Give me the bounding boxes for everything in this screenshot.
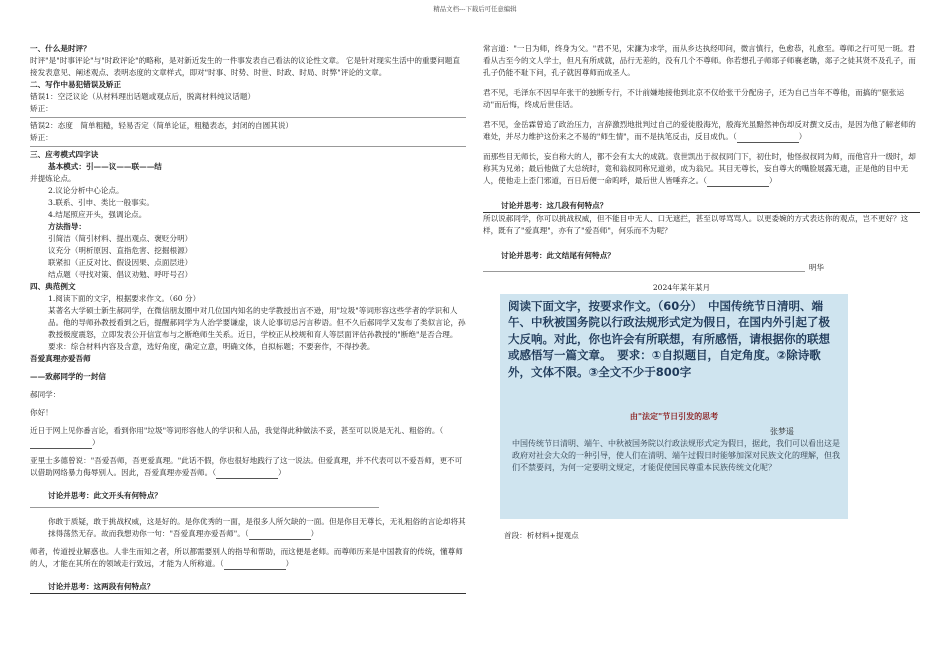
para-4-blank[interactable] [224, 560, 286, 570]
essay-paragraph-2 [30, 455, 466, 479]
essay-paragraph-5: 常言道："一日为师，终身为父。"君不见，宋濂为求学，而从乡达执经叩问，微言慎行，色愈恭，礼愈至。尊师之行可见一斑。君看从古至今的文人学士，但凡有所成就，品行无差的，没有几个不尊师。你若想孔子师郯子师襄老聃，郯子之徒其贤不及孔子，而孔子仍能不耻下问，孔子就因尊师而成圣人。 [483, 44, 916, 77]
error-2: 错误2：态度 简单粗糙，轻易否定（简单论证，粗糙表态，封闭的自圆其说） [30, 121, 294, 130]
mode-title: 基本模式：引——议——联——结 [48, 162, 162, 171]
essay-greeting: 郝同学： [30, 390, 61, 399]
para-2-blank[interactable] [216, 469, 278, 479]
fix-1-label: 矫正： [30, 104, 53, 113]
image-essay-author: 张梦遥 [770, 427, 794, 436]
mode-line-4: 4.结尾照应开头，强调论点。 [48, 210, 147, 219]
essay-hello: 你好！ [30, 408, 53, 417]
para-2-close: ） [278, 468, 286, 477]
essay-paragraph-1 [30, 425, 466, 449]
example-material: 某著名大学硕士新生郝同学，在微信朋友圈中对几位国内知名的史学教授出言不逊，用"垃圾"等词形容这些学者的学识和人品。他的导师孙教授看到之后，提醒郝同学为人治学要谦虚，谈人论事切忌污言秽语。但不久后郝同学又发布了类似言论，孙教授极度震怒，立即发表公开信宣布与之断绝师生关系。近日，学校正从校规和育人等层面评估孙教授的"断绝"是否合理。 [48, 306, 466, 339]
image-essay-body: 中国传统节日清明、端午、中秋被国务院以行政法规形式定为假日，据此，我们可以看出这是政府对社会大众的一种引导，使人们在清明、端午过假日时能够加深对民族文化的理解，但我们不禁要问，为何一定要明文规定，才能促使国民尊重本民族传统文化呢？ [512, 439, 840, 473]
sample-essay-image [500, 408, 848, 519]
question-4-answer-line [483, 270, 805, 272]
error-1: 错误1：空泛议论（从材料理出话题或观点后，脱离材料纯议话题） [30, 92, 256, 101]
para-3-text: 你敢于质疑，敢于挑战权威，这是好的。是你优秀的一面，是很多人所欠缺的一面。但是你目无尊长，无礼粗俗的言论却将其抹得荡然无存。故而我想劝你一句："吾爱真理亦爱吾师"。（ [48, 517, 466, 538]
image-task-text: 阅读下面文字，按要求作文。（60分） 中国传统节日清明、端午、中秋被国务院以行政法规形式定为假日，在国内外引起了极大反响。对此，你也许会有所联想，有所感悟，请根据你的联想或感悟写一篇文章。 要求：①自拟题目，自定角度。②除诗歌外，文体不限。③全文不少于800字 [508, 299, 830, 379]
para-7-close: ） [798, 132, 807, 141]
section-4-title: 四、典范例文 [30, 282, 76, 291]
para-3-blank[interactable] [249, 530, 311, 540]
para-7-text: 君不见，金岳霖曾追了政治压力，言辞激烈地批判过自己的爱徒殷海光，殷海光虽黯然神伤却反对撰文反击，是因为他了解老师的难处，并尽力维护这份来之不易的"师生情"，而不是执笔反击，反目成仇。（ [483, 120, 916, 141]
essay-subtitle: ——致郝同学的一封信 [30, 372, 106, 381]
para-8-text: 而那些目无师长，妄自称大的人，都不会有太大的成就。袁世凯出于叔叔同门下，初仕时，他怪叔叔同为师，而他官升一级时，却称其为兄弟；最后他做了大总统时，竟和翁叔同称兄道弟，成为翁兄。其目无尊长，妄自尊大的嘴脸展露无遗，正是他的目中无人，使他走上歪门邪道，百日后便一命呜呼，最后世人皆唾弃之。（ [483, 152, 916, 185]
para-4-text: 师者，传道授业解惑也。人非生而知之者，所以都需要别人的指导和帮助，而这便是老师。而尊师历来是中国教育的传统，懂尊师的人，才能在其所在的领域走行致远，才能为人所称道。（ [30, 547, 463, 568]
essay-paragraph-4 [30, 546, 466, 570]
essay-paragraph-6: 君不见，毛泽东不因早年张干的独断专行，不计前嫌地接他到北京不仅给张干分配房子，还为自己当年不尊他，而搞的"驱张运动"而后悔，终成后世佳话。 [483, 88, 905, 109]
section-1-title: 一、什么是时评？ [30, 44, 91, 53]
para-3-close: ） [310, 529, 319, 538]
para-1-close: ） [92, 438, 100, 447]
discussion-question-1: 讨论并思考：此文开头有何特点？ [48, 491, 162, 500]
para-1-blank[interactable] [30, 439, 92, 449]
letter-date: 2024年某年某月 [652, 283, 711, 292]
mode-line-3: 3.联系、引申、类比一般事实。 [48, 198, 154, 207]
method-line-1: 引简洁（简引材料、提出观点、褒贬分明） [48, 234, 193, 243]
right-column [483, 43, 920, 294]
para-8-blank[interactable] [707, 177, 769, 187]
mode-line-1: 并提炼论点。 [30, 174, 76, 183]
mode-line-2: 2.议论分析中心论点。 [48, 186, 124, 195]
question-1-answer-line [30, 506, 379, 508]
para-4-close: ） [285, 559, 294, 568]
discussion-question-4: 讨论并思考：此文结尾有何特点？ [501, 251, 615, 260]
essay-title: 吾爱真理亦爱吾师 [30, 354, 91, 363]
page-header: 精品文档---下载后可任意编辑 [433, 5, 517, 13]
section-3-title: 三、应考模式四字诀 [30, 150, 99, 159]
image-essay-title: 由"法定"节日引发的思考 [629, 412, 719, 421]
para-1-text: 近日于网上见你番言论，看到你用"垃圾"等词形容他人的学识和人品，我觉得此种做法不妥，甚至可以说是无礼、粗俗的。（ [30, 426, 444, 435]
para-8-close: ） [769, 176, 777, 185]
section-1-body: 时评"是"时事评论"与"时政评论"的略称，是对新近发生的一件事发表自己看法的议论性文章。 它是针对现实生活中的重要问题直接发表意见、阐述观点、表明态度的文章样式，即对"时事、时势、时世、时政、时局、时弊"评论的文章。 [30, 56, 460, 77]
letter-signature: 明华 [808, 263, 824, 272]
method-line-3: 联紧扣（正反对比、假设因果、点面层进） [48, 258, 193, 267]
para-2-text: 亚里士多德曾说："吾爱吾师，吾更爱真理。"此话不假，你也很好地践行了这一说法。但爱真理，并不代表可以不爱吾师，更不可以借助网络暴力侮辱别人。因此，吾爱真理亦爱吾师。（ [30, 456, 463, 477]
para-7-blank[interactable] [737, 133, 799, 143]
essay-paragraph-9: 所以说郝同学，你可以挑战权威，但不能目中无人、口无遮拦，甚至以辱骂骂人。以更委婉的方式表达你的观点，岂不更好？这样，既有了"爱真理"，亦有了"爱吾师"，何乐而不为呢？ [483, 214, 909, 235]
closing-note: 首段：析材料+提观点 [504, 531, 579, 540]
discussion-question-3: 讨论并思考：这几段有何特点？ [483, 200, 920, 213]
essay-paragraph-7 [483, 119, 920, 143]
section-2-title: 二、写作中易犯错误及矫正 [30, 80, 122, 89]
fix-1-answer-line [30, 116, 466, 118]
essay-paragraph-8 [483, 151, 920, 187]
fix-2-answer-line [30, 145, 466, 147]
left-column [30, 43, 466, 594]
essay-paragraph-3 [30, 516, 466, 540]
example-task: 1.阅读下面的文字，根据要求作文。（60 分） [48, 294, 201, 303]
method-title: 方法指导： [48, 222, 86, 231]
method-line-2: 议充分（明析原因、直指危害、挖掘根源） [48, 246, 193, 255]
discussion-question-2: 讨论并思考：这两段有何特点？ [30, 581, 466, 594]
example-requirements: 要求：综合材料内容及含意，选好角度，确定立意，明确文体，自拟标题；不要套作，不得抄袭。 [48, 342, 375, 351]
fix-2-label: 矫正： [30, 133, 53, 142]
method-line-4: 结点题（寻找对策、倡议劝勉、呼吁号召） [48, 270, 193, 279]
